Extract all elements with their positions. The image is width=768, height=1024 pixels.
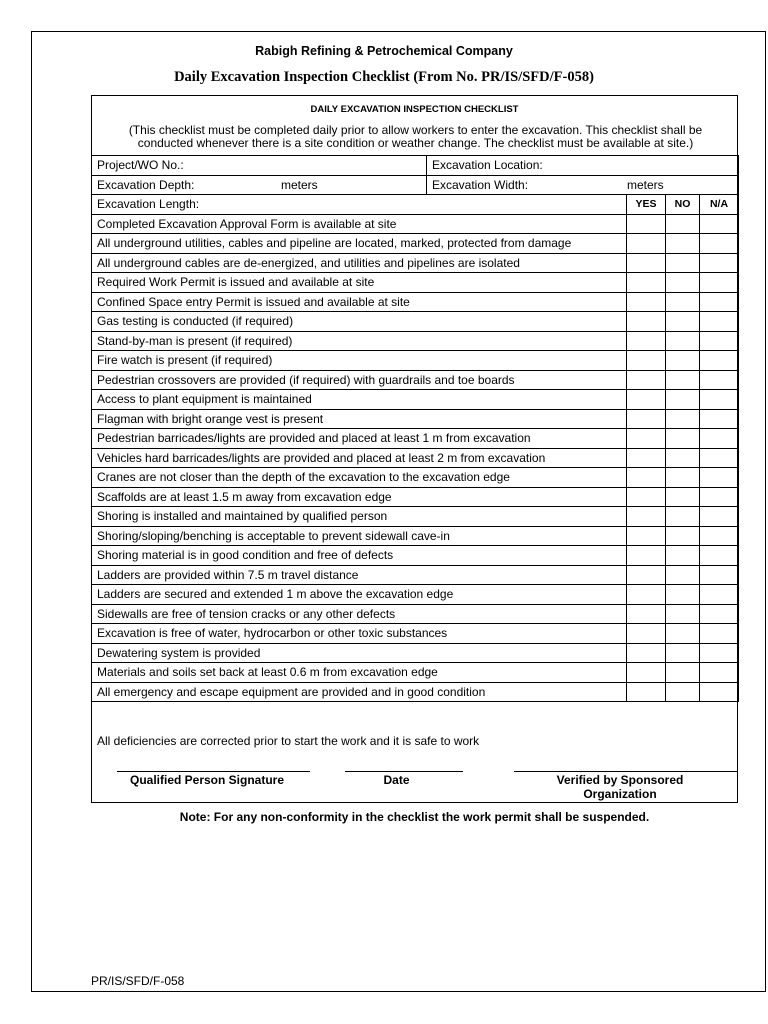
depth-unit: meters xyxy=(281,177,318,192)
checkbox-cell-no[interactable] xyxy=(666,331,700,351)
checklist-item-label: Pedestrian crossovers are provided (if required) with guardrails and toe boards xyxy=(92,370,627,390)
excavation-width-label: Excavation Width: xyxy=(432,177,529,192)
checkbox-cell-na[interactable] xyxy=(700,468,739,488)
checkbox-cell-yes[interactable] xyxy=(627,312,666,332)
checklist-instructions xyxy=(96,124,735,150)
checkbox-cell-yes[interactable] xyxy=(627,624,666,644)
checkbox-cell-yes[interactable] xyxy=(627,487,666,507)
checklist-row xyxy=(92,682,739,702)
checkbox-cell-na[interactable] xyxy=(700,565,739,585)
checkbox-cell-na[interactable] xyxy=(700,585,739,605)
checkbox-cell-na[interactable] xyxy=(700,546,739,566)
checklist-item-label: Dewatering system is provided xyxy=(92,643,627,663)
checkbox-cell-na[interactable] xyxy=(700,448,739,468)
column-header-no: NO xyxy=(666,195,700,215)
checkbox-cell-no[interactable] xyxy=(666,312,700,332)
checkbox-cell-yes[interactable] xyxy=(627,643,666,663)
checkbox-cell-no[interactable] xyxy=(666,682,700,702)
checkbox-cell-no[interactable] xyxy=(666,273,700,293)
checkbox-cell-yes[interactable] xyxy=(627,409,666,429)
checklist-item-label: Shoring is installed and maintained by qualified person xyxy=(92,507,627,527)
checkbox-cell-yes[interactable] xyxy=(627,468,666,488)
instructions-line-2: conducted whenever there is a site condition or weather change. The checklist must be available at site.) xyxy=(137,136,694,150)
verified-label-line-2: Organization xyxy=(583,787,657,801)
checkbox-cell-no[interactable] xyxy=(666,370,700,390)
checkbox-cell-yes[interactable] xyxy=(627,253,666,273)
checkbox-cell-no[interactable] xyxy=(666,429,700,449)
checkbox-cell-no[interactable] xyxy=(666,663,700,683)
checklist-row xyxy=(92,214,739,234)
date-label: Date xyxy=(383,773,410,787)
verified-label-line-1: Verified by Sponsored xyxy=(556,773,684,787)
checkbox-cell-yes[interactable] xyxy=(627,331,666,351)
checkbox-cell-na[interactable] xyxy=(700,487,739,507)
checklist-item-label: Scaffolds are at least 1.5 m away from excavation edge xyxy=(92,487,627,507)
checklist-row xyxy=(92,643,739,663)
checkbox-cell-no[interactable] xyxy=(666,234,700,254)
checklist-item-label: All emergency and escape equipment are provided and in good condition xyxy=(92,682,627,702)
checklist-row xyxy=(92,663,739,683)
checkbox-cell-yes[interactable] xyxy=(627,682,666,702)
checklist-item-label: Excavation is free of water, hydrocarbon or other toxic substances xyxy=(92,624,627,644)
checkbox-cell-no[interactable] xyxy=(666,292,700,312)
qualified-signature-line[interactable] xyxy=(117,771,310,772)
checkbox-cell-no[interactable] xyxy=(666,409,700,429)
checkbox-cell-na[interactable] xyxy=(700,273,739,293)
checkbox-cell-no[interactable] xyxy=(666,351,700,371)
checkbox-cell-yes[interactable] xyxy=(627,546,666,566)
checkbox-cell-no[interactable] xyxy=(666,585,700,605)
checkbox-cell-yes[interactable] xyxy=(627,351,666,371)
checkbox-cell-yes[interactable] xyxy=(627,448,666,468)
checklist-item-label: Cranes are not closer than the depth of the excavation to the excavation edge xyxy=(92,468,627,488)
checkbox-cell-yes[interactable] xyxy=(627,390,666,410)
checkbox-cell-no[interactable] xyxy=(666,624,700,644)
excavation-length-field[interactable]: Excavation Length: xyxy=(92,195,627,215)
width-unit: meters xyxy=(627,177,664,192)
checklist-row xyxy=(92,312,739,332)
checkbox-cell-no[interactable] xyxy=(666,526,700,546)
checkbox-cell-no[interactable] xyxy=(666,448,700,468)
checkbox-cell-no[interactable] xyxy=(666,468,700,488)
checkbox-cell-yes[interactable] xyxy=(627,604,666,624)
checklist-row xyxy=(92,351,739,371)
checklist-item-label: Sidewalls are free of tension cracks or any other defects xyxy=(92,604,627,624)
project-row xyxy=(92,156,739,176)
checkbox-cell-na[interactable] xyxy=(700,624,739,644)
checkbox-cell-yes[interactable] xyxy=(627,292,666,312)
column-header-na: N/A xyxy=(700,195,739,215)
project-wo-field[interactable]: Project/WO No.: xyxy=(92,156,427,176)
checklist-row xyxy=(92,429,739,449)
checklist-row xyxy=(92,585,739,605)
checkbox-cell-yes[interactable] xyxy=(627,663,666,683)
checkbox-cell-na[interactable] xyxy=(700,682,739,702)
length-header-row xyxy=(92,195,739,215)
checklist-row xyxy=(92,507,739,527)
form-title: Daily Excavation Inspection Checklist (From No. PR/IS/SFD/F-058) xyxy=(174,69,594,85)
checklist-item-label: Completed Excavation Approval Form is available at site xyxy=(92,214,627,234)
checklist-item-label: All underground cables are de-energized, and utilities and pipelines are isolated xyxy=(92,253,627,273)
checkbox-cell-na[interactable] xyxy=(700,292,739,312)
checklist-row xyxy=(92,253,739,273)
checklist-row xyxy=(92,487,739,507)
checkbox-cell-na[interactable] xyxy=(700,429,739,449)
checklist-item-label: Ladders are provided within 7.5 m travel distance xyxy=(92,565,627,585)
checkbox-cell-no[interactable] xyxy=(666,214,700,234)
excavation-width-field[interactable] xyxy=(427,175,739,195)
checkbox-cell-yes[interactable] xyxy=(627,507,666,527)
checklist-row xyxy=(92,546,739,566)
checklist-item-label: Stand-by-man is present (if required) xyxy=(92,331,627,351)
checkbox-cell-yes[interactable] xyxy=(627,429,666,449)
company-name: Rabigh Refining & Petrochemical Company xyxy=(255,44,513,58)
checklist-item-label: Gas testing is conducted (if required) xyxy=(92,312,627,332)
date-line[interactable] xyxy=(345,771,463,772)
checkbox-cell-yes[interactable] xyxy=(627,526,666,546)
checklist-row xyxy=(92,468,739,488)
checkbox-cell-yes[interactable] xyxy=(627,214,666,234)
checklist-row xyxy=(92,604,739,624)
checklist-item-label: Access to plant equipment is maintained xyxy=(92,390,627,410)
deficiency-statement: All deficiencies are corrected prior to start the work and it is safe to work xyxy=(97,734,480,748)
checklist-item-label: Required Work Permit is issued and available at site xyxy=(92,273,627,293)
checklist-item-label: Confined Space entry Permit is issued and available at site xyxy=(92,292,627,312)
checklist-row xyxy=(92,624,739,644)
checklist-item-label: Pedestrian barricades/lights are provided and placed at least 1 m from excavation xyxy=(92,429,627,449)
checkbox-cell-na[interactable] xyxy=(700,409,739,429)
form-code: PR/IS/SFD/F-058 xyxy=(91,974,185,988)
dimensions-row xyxy=(92,175,739,195)
checkbox-cell-na[interactable] xyxy=(700,507,739,527)
checkbox-cell-na[interactable] xyxy=(700,663,739,683)
checklist-item-label: Ladders are secured and extended 1 m above the excavation edge xyxy=(92,585,627,605)
checkbox-cell-na[interactable] xyxy=(700,390,739,410)
checkbox-cell-yes[interactable] xyxy=(627,273,666,293)
excavation-depth-field[interactable] xyxy=(92,175,427,195)
checklist-item-label: Vehicles hard barricades/lights are provided and placed at least 2 m from excavation xyxy=(92,448,627,468)
checkbox-cell-na[interactable] xyxy=(700,604,739,624)
checklist-item-label: Shoring material is in good condition and free of defects xyxy=(92,546,627,566)
checklist-heading: DAILY EXCAVATION INSPECTION CHECKLIST xyxy=(310,104,519,115)
checkbox-cell-na[interactable] xyxy=(700,234,739,254)
checkbox-cell-na[interactable] xyxy=(700,331,739,351)
nonconformity-note: Note: For any non-conformity in the checklist the work permit shall be suspended. xyxy=(179,810,650,824)
checklist-row xyxy=(92,526,739,546)
checklist-row xyxy=(92,273,739,293)
qualified-signature-label: Qualified Person Signature xyxy=(129,773,285,787)
checklist-item-label: Materials and soils set back at least 0.6 m from excavation edge xyxy=(92,663,627,683)
excavation-depth-label: Excavation Depth: xyxy=(97,177,195,192)
checklist-item-label: All underground utilities, cables and pipeline are located, marked, protected from damage xyxy=(92,234,627,254)
checkbox-cell-na[interactable] xyxy=(700,370,739,390)
checklist-row xyxy=(92,331,739,351)
instructions-line-1: (This checklist must be completed daily prior to allow workers to enter the excavation. This checklist shall be xyxy=(128,123,703,137)
checkbox-cell-no[interactable] xyxy=(666,390,700,410)
checkbox-cell-na[interactable] xyxy=(700,526,739,546)
checklist-table xyxy=(91,155,739,702)
verified-signature-label xyxy=(530,773,710,801)
checkbox-cell-na[interactable] xyxy=(700,312,739,332)
checkbox-cell-na[interactable] xyxy=(700,214,739,234)
checkbox-cell-no[interactable] xyxy=(666,565,700,585)
excavation-location-field[interactable]: Excavation Location: xyxy=(427,156,739,176)
checkbox-cell-na[interactable] xyxy=(700,643,739,663)
checklist-row xyxy=(92,234,739,254)
checkbox-cell-no[interactable] xyxy=(666,507,700,527)
checkbox-cell-yes[interactable] xyxy=(627,565,666,585)
checkbox-cell-yes[interactable] xyxy=(627,370,666,390)
checkbox-cell-na[interactable] xyxy=(700,351,739,371)
checkbox-cell-no[interactable] xyxy=(666,253,700,273)
checkbox-cell-no[interactable] xyxy=(666,604,700,624)
checklist-row xyxy=(92,292,739,312)
checklist-row xyxy=(92,409,739,429)
checkbox-cell-no[interactable] xyxy=(666,487,700,507)
checklist-item-label: Shoring/sloping/benching is acceptable to prevent sidewall cave-in xyxy=(92,526,627,546)
checkbox-cell-na[interactable] xyxy=(700,253,739,273)
checklist-item-label: Fire watch is present (if required) xyxy=(92,351,627,371)
checklist-row xyxy=(92,370,739,390)
checklist-item-label: Flagman with bright orange vest is present xyxy=(92,409,627,429)
checklist-row xyxy=(92,565,739,585)
verified-signature-line[interactable] xyxy=(514,771,738,772)
checkbox-cell-no[interactable] xyxy=(666,643,700,663)
checkbox-cell-no[interactable] xyxy=(666,546,700,566)
checklist-row xyxy=(92,448,739,468)
checkbox-cell-yes[interactable] xyxy=(627,585,666,605)
checkbox-cell-yes[interactable] xyxy=(627,234,666,254)
column-header-yes: YES xyxy=(627,195,666,215)
checklist-row xyxy=(92,390,739,410)
